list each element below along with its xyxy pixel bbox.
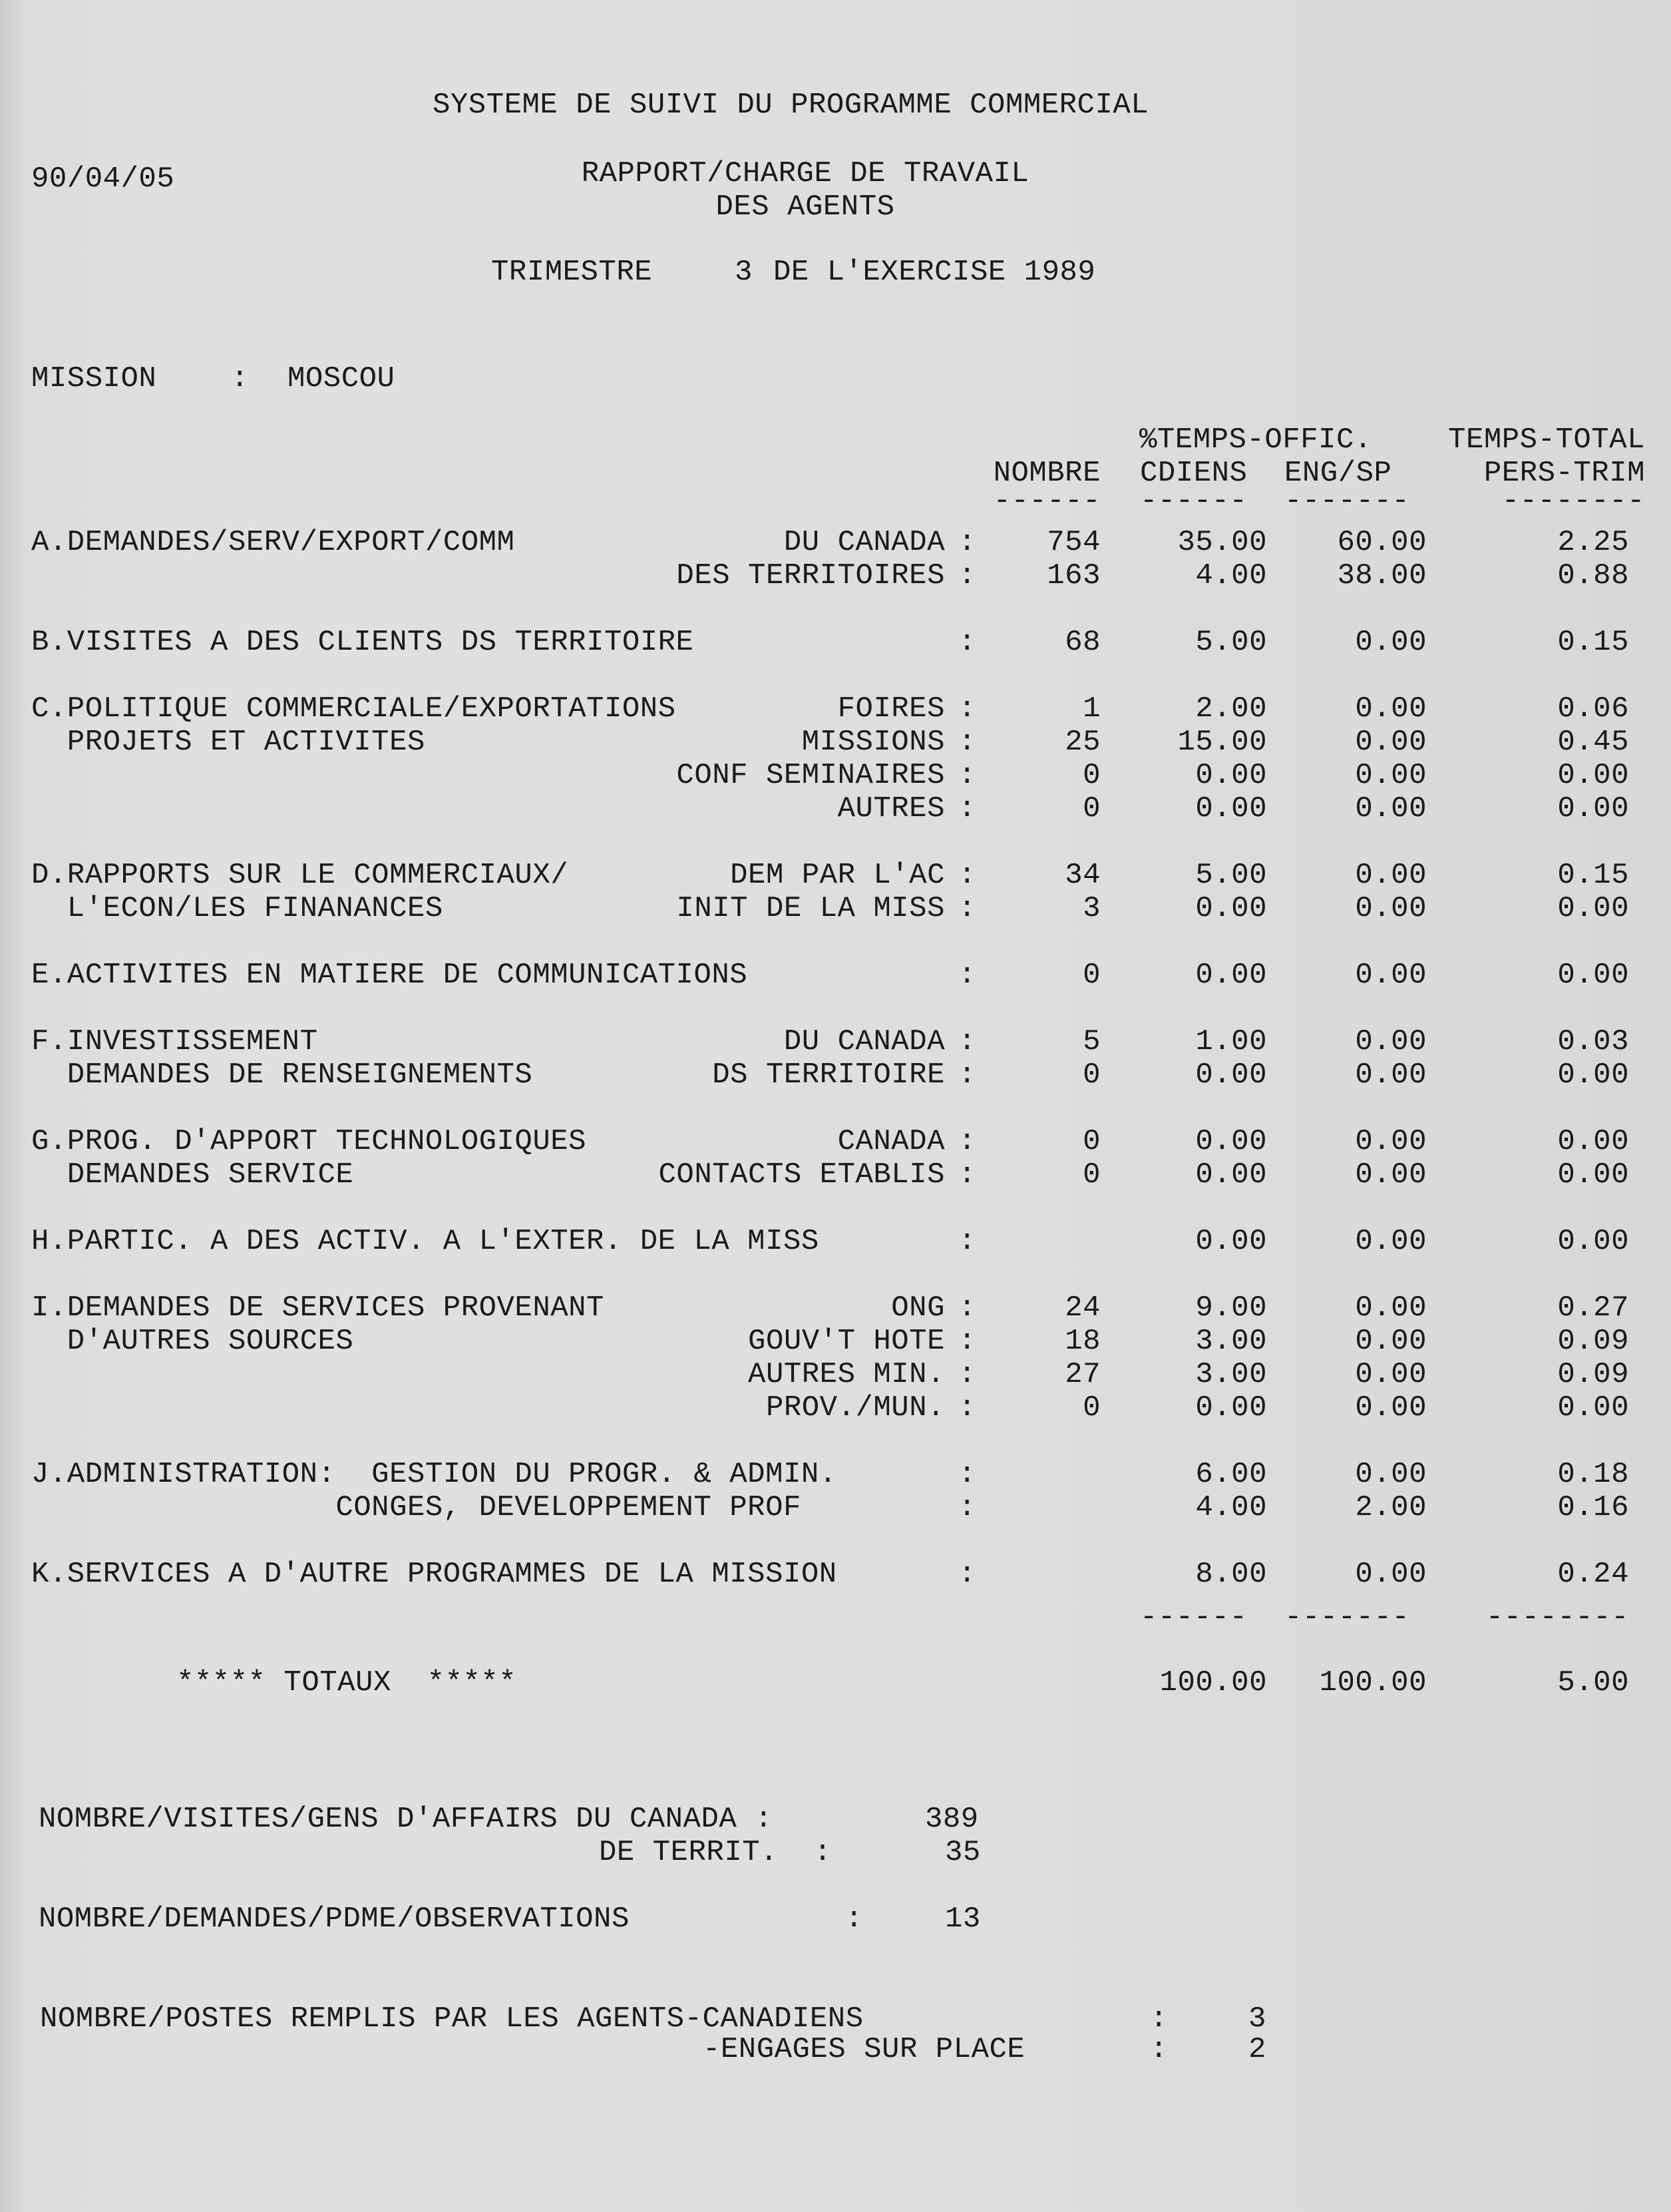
row-subcategory: INIT DE LA MISS xyxy=(676,892,945,925)
header-temps-offic: %TEMPS-OFFIC. xyxy=(1139,423,1372,457)
row-nombre: 1 xyxy=(1083,692,1101,726)
row-perstrim: 0.06 xyxy=(1557,692,1629,726)
postes-colon: : xyxy=(1150,2002,1168,2036)
row-cdiens: 0.00 xyxy=(1195,1391,1267,1425)
territ-label: DE TERRIT. : xyxy=(599,1836,832,1869)
totals-dash-perstrim: -------- xyxy=(1485,1601,1629,1634)
row-colon: : xyxy=(958,559,976,592)
row-subcategory: MISSIONS xyxy=(801,726,945,759)
row-subcategory: FOIRES xyxy=(837,692,945,726)
row-subcategory: AUTRES MIN. xyxy=(748,1358,945,1391)
row-cdiens: 8.00 xyxy=(1195,1558,1267,1591)
row-subcategory: CANADA xyxy=(837,1125,945,1158)
row-colon: : xyxy=(958,792,976,825)
row-perstrim: 0.00 xyxy=(1557,1225,1629,1258)
row-engsp: 0.00 xyxy=(1355,1025,1427,1058)
row-subcategory: CONF SEMINAIRES xyxy=(676,759,945,792)
row-colon: : xyxy=(958,1558,976,1591)
row-cdiens: 6.00 xyxy=(1195,1458,1267,1491)
dash-cdiens: ------ xyxy=(1140,485,1248,518)
row-category: CONGES, DEVELOPPEMENT PROF xyxy=(31,1491,801,1524)
engages-value: 2 xyxy=(1248,2033,1266,2066)
row-engsp: 0.00 xyxy=(1355,1225,1427,1258)
row-cdiens: 0.00 xyxy=(1195,759,1267,792)
row-cdiens: 3.00 xyxy=(1195,1325,1267,1358)
row-engsp: 0.00 xyxy=(1355,726,1427,759)
row-colon: : xyxy=(958,726,976,759)
row-engsp: 38.00 xyxy=(1337,559,1427,592)
dash-engsp: ------- xyxy=(1284,485,1410,518)
row-engsp: 0.00 xyxy=(1355,759,1427,792)
row-cdiens: 0.00 xyxy=(1195,892,1267,925)
row-subcategory: PROV./MUN. xyxy=(765,1391,945,1425)
totals-engsp: 100.00 xyxy=(1319,1666,1427,1699)
row-nombre: 25 xyxy=(1065,726,1101,759)
engages-label: -ENGAGES SUR PLACE xyxy=(703,2033,1025,2066)
row-perstrim: 0.27 xyxy=(1557,1291,1629,1325)
row-cdiens: 4.00 xyxy=(1195,1491,1267,1524)
row-nombre: 0 xyxy=(1083,759,1101,792)
row-perstrim: 0.00 xyxy=(1557,1058,1629,1092)
row-engsp: 0.00 xyxy=(1355,1125,1427,1158)
mission-separator: : xyxy=(231,362,249,395)
row-colon: : xyxy=(958,626,976,659)
row-engsp: 0.00 xyxy=(1355,626,1427,659)
row-nombre: 34 xyxy=(1065,859,1101,892)
row-category: L'ECON/LES FINANANCES xyxy=(31,892,443,925)
row-perstrim: 0.00 xyxy=(1557,759,1629,792)
row-perstrim: 0.16 xyxy=(1557,1491,1629,1524)
territ-value: 35 xyxy=(945,1836,981,1869)
row-category: G.PROG. D'APPORT TECHNOLOGIQUES xyxy=(31,1125,587,1158)
row-category: DEMANDES SERVICE xyxy=(31,1158,354,1192)
row-cdiens: 0.00 xyxy=(1195,959,1267,992)
row-cdiens: 0.00 xyxy=(1195,1125,1267,1158)
row-category: PROJETS ET ACTIVITES xyxy=(31,726,425,759)
row-engsp: 0.00 xyxy=(1355,1391,1427,1425)
row-category: A.DEMANDES/SERV/EXPORT/COMM xyxy=(31,526,515,559)
engages-colon: : xyxy=(1150,2033,1168,2066)
row-engsp: 0.00 xyxy=(1355,859,1427,892)
report-subtitle: DES AGENTS xyxy=(715,190,895,224)
row-subcategory: ONG xyxy=(891,1291,945,1325)
trimestre-value: 3 xyxy=(735,256,753,289)
pdme-colon: : xyxy=(845,1902,863,1936)
totals-perstrim: 5.00 xyxy=(1557,1666,1629,1699)
row-nombre: 68 xyxy=(1065,626,1101,659)
mission-value: MOSCOU xyxy=(287,362,395,395)
totals-label: ***** TOTAUX ***** xyxy=(176,1666,517,1699)
row-perstrim: 0.00 xyxy=(1557,1391,1629,1425)
row-category: J.ADMINISTRATION: GESTION DU PROGR. & ADMIN. xyxy=(31,1458,837,1491)
postes-value: 3 xyxy=(1248,2002,1266,2036)
header-engsp: ENG/SP xyxy=(1284,457,1392,490)
row-subcategory: DES TERRITOIRES xyxy=(676,559,945,592)
row-nombre: 24 xyxy=(1065,1291,1101,1325)
row-nombre: 0 xyxy=(1083,1058,1101,1092)
row-colon: : xyxy=(958,859,976,892)
row-nombre: 18 xyxy=(1065,1325,1101,1358)
row-subcategory: AUTRES xyxy=(837,792,945,825)
row-perstrim: 0.88 xyxy=(1557,559,1629,592)
row-colon: : xyxy=(958,1158,976,1192)
totals-cdiens: 100.00 xyxy=(1159,1666,1267,1699)
row-category: B.VISITES A DES CLIENTS DS TERRITOIRE xyxy=(31,626,694,659)
row-cdiens: 3.00 xyxy=(1195,1358,1267,1391)
row-colon: : xyxy=(958,1225,976,1258)
row-perstrim: 0.24 xyxy=(1557,1558,1629,1591)
row-nombre: 0 xyxy=(1083,959,1101,992)
row-engsp: 0.00 xyxy=(1355,1458,1427,1491)
row-colon: : xyxy=(958,1491,976,1524)
row-engsp: 0.00 xyxy=(1355,1158,1427,1192)
row-category: H.PARTIC. A DES ACTIV. A L'EXTER. DE LA MISS xyxy=(31,1225,819,1258)
pdme-value: 13 xyxy=(945,1902,981,1936)
row-colon: : xyxy=(958,1291,976,1325)
row-category: DEMANDES DE RENSEIGNEMENTS xyxy=(31,1058,533,1092)
row-engsp: 0.00 xyxy=(1355,892,1427,925)
row-colon: : xyxy=(958,759,976,792)
mission-label: MISSION xyxy=(31,362,157,395)
row-engsp: 0.00 xyxy=(1355,1325,1427,1358)
row-category: C.POLITIQUE COMMERCIALE/EXPORTATIONS xyxy=(31,692,676,726)
dash-nombre: ------ xyxy=(993,485,1101,518)
row-cdiens: 15.00 xyxy=(1177,726,1267,759)
row-perstrim: 0.15 xyxy=(1557,626,1629,659)
row-nombre: 3 xyxy=(1083,892,1101,925)
row-category: I.DEMANDES DE SERVICES PROVENANT xyxy=(31,1291,604,1325)
row-colon: : xyxy=(958,1025,976,1058)
row-engsp: 60.00 xyxy=(1337,526,1427,559)
row-category: E.ACTIVITES EN MATIERE DE COMMUNICATIONS xyxy=(31,959,748,992)
row-cdiens: 9.00 xyxy=(1195,1291,1267,1325)
row-colon: : xyxy=(958,1358,976,1391)
row-cdiens: 0.00 xyxy=(1195,1158,1267,1192)
row-subcategory: DS TERRITOIRE xyxy=(712,1058,945,1092)
dash-perstrim: -------- xyxy=(1501,485,1645,518)
row-perstrim: 0.09 xyxy=(1557,1358,1629,1391)
exercise-text: DE L'EXERCISE 1989 xyxy=(773,256,1096,289)
row-perstrim: 2.25 xyxy=(1557,526,1629,559)
row-engsp: 0.00 xyxy=(1355,1558,1427,1591)
trimestre-label: TRIMESTRE xyxy=(491,256,653,289)
visites-label: NOMBRE/VISITES/GENS D'AFFAIRS DU CANADA : xyxy=(39,1803,773,1836)
row-colon: : xyxy=(958,1058,976,1092)
row-nombre: 0 xyxy=(1083,1158,1101,1192)
header-perstrim: PERS-TRIM xyxy=(1483,457,1645,490)
row-colon: : xyxy=(958,526,976,559)
row-perstrim: 0.09 xyxy=(1557,1325,1629,1358)
row-cdiens: 5.00 xyxy=(1195,859,1267,892)
row-engsp: 0.00 xyxy=(1355,1058,1427,1092)
row-subcategory: CONTACTS ETABLIS xyxy=(658,1158,945,1192)
row-category: D'AUTRES SOURCES xyxy=(31,1325,354,1358)
system-title: SYSTEME DE SUIVI DU PROGRAMME COMMERCIAL xyxy=(433,89,1149,122)
row-perstrim: 0.00 xyxy=(1557,959,1629,992)
row-cdiens: 1.00 xyxy=(1195,1025,1267,1058)
row-colon: : xyxy=(958,692,976,726)
row-cdiens: 0.00 xyxy=(1195,792,1267,825)
row-nombre: 754 xyxy=(1047,526,1101,559)
row-cdiens: 0.00 xyxy=(1195,1225,1267,1258)
row-nombre: 0 xyxy=(1083,792,1101,825)
row-colon: : xyxy=(958,892,976,925)
row-engsp: 0.00 xyxy=(1355,959,1427,992)
row-subcategory: DU CANADA xyxy=(783,526,945,559)
row-subcategory: DU CANADA xyxy=(783,1025,945,1058)
row-engsp: 0.00 xyxy=(1355,692,1427,726)
totals-dash-cdiens: ------ xyxy=(1140,1601,1248,1634)
row-colon: : xyxy=(958,1391,976,1425)
row-perstrim: 0.18 xyxy=(1557,1458,1629,1491)
row-cdiens: 4.00 xyxy=(1195,559,1267,592)
visites-value: 389 xyxy=(925,1803,979,1836)
row-engsp: 2.00 xyxy=(1355,1491,1427,1524)
row-cdiens: 35.00 xyxy=(1177,526,1267,559)
row-category: F.INVESTISSEMENT xyxy=(31,1025,318,1058)
header-cdiens: CDIENS xyxy=(1140,457,1248,490)
row-nombre: 5 xyxy=(1083,1025,1101,1058)
header-temps-total: TEMPS-TOTAL xyxy=(1448,423,1645,457)
pdme-label: NOMBRE/DEMANDES/PDME/OBSERVATIONS xyxy=(39,1902,630,1936)
row-perstrim: 0.00 xyxy=(1557,1125,1629,1158)
row-perstrim: 0.00 xyxy=(1557,792,1629,825)
row-category: D.RAPPORTS SUR LE COMMERCIAUX/ xyxy=(31,859,569,892)
report-date: 90/04/05 xyxy=(31,162,175,196)
row-cdiens: 5.00 xyxy=(1195,626,1267,659)
row-perstrim: 0.03 xyxy=(1557,1025,1629,1058)
row-colon: : xyxy=(958,1458,976,1491)
row-colon: : xyxy=(958,1125,976,1158)
row-nombre: 0 xyxy=(1083,1391,1101,1425)
row-colon: : xyxy=(958,1325,976,1358)
row-perstrim: 0.00 xyxy=(1557,892,1629,925)
row-engsp: 0.00 xyxy=(1355,1291,1427,1325)
row-cdiens: 0.00 xyxy=(1195,1058,1267,1092)
totals-dash-engsp: ------- xyxy=(1284,1601,1410,1634)
row-nombre: 0 xyxy=(1083,1125,1101,1158)
row-nombre: 163 xyxy=(1047,559,1101,592)
row-subcategory: GOUV'T HOTE xyxy=(748,1325,945,1358)
row-category: K.SERVICES A D'AUTRE PROGRAMMES DE LA MISSION xyxy=(31,1558,837,1591)
row-nombre: 27 xyxy=(1065,1358,1101,1391)
postes-label: NOMBRE/POSTES REMPLIS PAR LES AGENTS-CANADIENS xyxy=(40,2002,864,2036)
row-perstrim: 0.15 xyxy=(1557,859,1629,892)
row-perstrim: 0.45 xyxy=(1557,726,1629,759)
header-nombre: NOMBRE xyxy=(993,457,1101,490)
report-title: RAPPORT/CHARGE DE TRAVAIL xyxy=(581,157,1029,190)
row-perstrim: 0.00 xyxy=(1557,1158,1629,1192)
row-engsp: 0.00 xyxy=(1355,1358,1427,1391)
row-engsp: 0.00 xyxy=(1355,792,1427,825)
row-cdiens: 2.00 xyxy=(1195,692,1267,726)
row-subcategory: DEM PAR L'AC xyxy=(730,859,945,892)
row-colon: : xyxy=(958,959,976,992)
